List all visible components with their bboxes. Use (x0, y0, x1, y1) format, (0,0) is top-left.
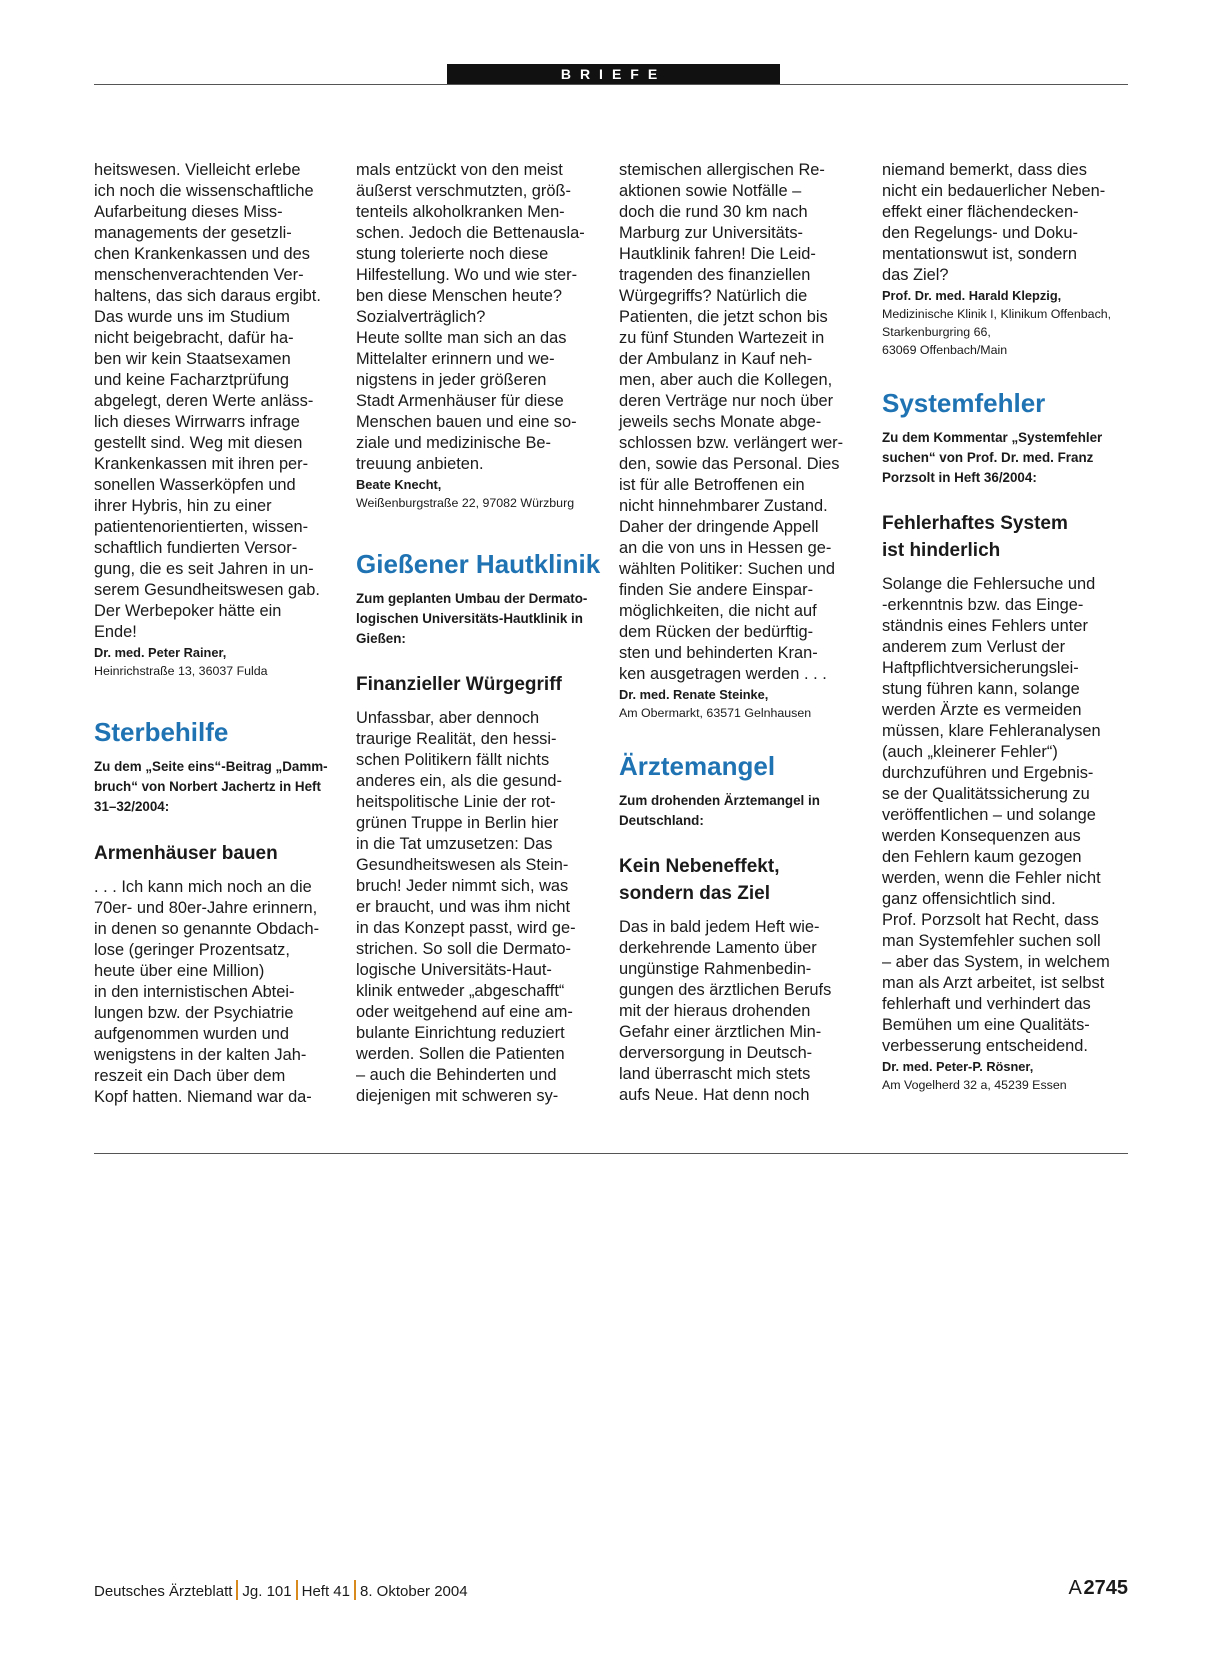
section-intro: Zu dem Kommentar „Systemfehler suchen“ von Prof. Dr. med. Franz Porzsolt in Heft 36/2004: (882, 430, 1103, 485)
letter-continuation-text: niemand bemerkt, dass dies nicht ein bedauerlicher Neben- effekt einer flächendecken- den Regelungs- und Doku- mentationswut ist, sondern das Ziel? (882, 161, 1106, 284)
footer-separator (236, 1580, 238, 1600)
letter-continuation-text: heitswesen. Vielleicht erlebe ich noch die wissenschaftliche Aufarbeitung dieses Miss- managements der gesetzli- chen Krankenkassen und des menschenverachtenden Ver- haltens, das sich daraus ergibt. Das wurde uns im Studium nicht beigebracht, dafür ha- ben wir kein Staatsexamen und keine Facharztprüfung abgelegt, deren Werte anläss- lich dieses Wirrwarrs infrage gestellt sind. Weg mit diesen Krankenkassen mit ihren per- sonellen Wasserköpfen und ihrer Hybris, hin zu einer patientenorientierten, wissen- schaftlich fundierten Versor- gung, die es seit Jahren in un- serem Gesundheitswesen gab. Der Werbepoker hätte ein Ende! (94, 161, 321, 641)
column-4 (882, 160, 1134, 1094)
letter-address: Am Vogelherd 32 a, 45239 Essen (882, 1078, 1067, 1092)
section-title-sterbehilfe: Sterbehilfe (94, 717, 229, 747)
section-title-systemfehler: Systemfehler (882, 388, 1046, 418)
letter-address: Medizinische Klinik I, Klinikum Offenbach, Starkenburgring 66, 63069 Offenbach/Main (882, 307, 1112, 357)
page-prefix: A (1068, 1577, 1082, 1599)
section-intro: Zu dem „Seite eins“-Beitrag „Damm- bruch“ von Norbert Jachertz in Heft 31–32/2004: (94, 759, 328, 814)
letter-address: Am Obermarkt, 63571 Gelnhausen (619, 706, 812, 720)
letter-body: Unfassbar, aber dennoch traurige Realität, den hessi- schen Politikern fällt nichts anderes ein, als die gesund- heitspolitische Linie der rot- grünen Truppe in Berlin hier in die Tat umzusetzen: Das Gesundheitswesen als Stein- bruch! Jeder nimmt sich, was er braucht, und was ihm nicht in das Konzept passt, wird ge- strichen. So soll die Dermato- logische Universitäts-Haut- klinik entweder „abgeschafft“ oder weitgehend auf eine am- bulante Einrichtung reduziert werden. Sollen die Patienten – auch die Behinderten und diejenigen mit schweren sy- (356, 709, 576, 1105)
letter-author: Dr. med. Peter Rainer, (94, 645, 227, 660)
header-rule (94, 84, 1128, 85)
bottom-rule (94, 1153, 1128, 1154)
column-3 (619, 160, 871, 1106)
letter-headline: Fehlerhaftes System ist hinderlich (882, 513, 1068, 561)
letter-continuation-text: mals entzückt von den meist äußerst verschmutzten, größ- tenteils alkoholkranken Men- schen. Jedoch die Bettenausla- stung tolerierte noch diese Hilfestellung. Wo und wie ster- ben diese Menschen heute? Sozialverträglich? Heute sollte man sich an das Mittelalter erinnern und we- nigstens in jeder größeren Stadt Armenhäuser für diese Menschen bauen und eine so- ziale und medizinische Be- treuung anbieten. (356, 161, 585, 473)
journal-name: Deutsches Ärzteblatt (94, 1583, 233, 1600)
footer (94, 1580, 468, 1602)
letter-author: Dr. med. Renate Steinke, (619, 687, 769, 702)
letter-body: Solange die Fehlersuche und -erkenntnis bzw. das Einge- ständnis eines Fehlers unter anderem zum Verlust der Haftpflichtversicherungslei- stung führen kann, solange werden Ärzte es vermeiden müssen, klare Fehleranalysen (auch „kleinerer Fehler“) durchzuführen und Ergebnis- se der Qualitätssicherung zu veröffentlichen – und solange werden Konsequenzen aus den Fehlern kaum gezogen werden, wenn die Fehler nicht ganz offensichtlich sind. Prof. Porzsolt hat Recht, dass man Systemfehler suchen soll – aber das System, in welchem man als Arzt arbeitet, ist selbst fehlerhaft und verhindert das Bemühen um eine Qualitäts- verbesserung entscheidend. (882, 575, 1110, 1055)
section-title-giessener-hautklinik: Gießener Hautklinik (356, 549, 601, 579)
journal-issue: Heft 41 (301, 1583, 350, 1600)
letter-continuation-text: stemischen allergischen Re- aktionen sowie Notfälle – doch die rund 30 km nach Marburg zur Universitäts- Hautklinik fahren! Die Leid- tragenden des finanziellen Würgegriffs? Natürlich die Patienten, die jetzt schon bis zu fünf Stunden Wartezeit in der Ambulanz in Kauf neh- men, aber auch die Kollegen, deren Verträge nur noch über jeweils sechs Monate abge- schlossen bzw. verlängert wer- den, sowie das Personal. Dies ist für alle Betroffenen ein nicht hinnehmbarer Zustand. Daher der dringende Appell an die von uns in Hessen ge- wählten Politiker: Suchen und finden Sie andere Einspar- möglichkeiten, die nicht auf dem Rücken der bedürftig- sten und behinderten Kran- ken ausgetragen werden . . . (619, 161, 844, 683)
section-intro: Zum geplanten Umbau der Dermato- logischen Universitäts-Hautklinik in Gießen: (356, 591, 588, 646)
footer-separator (354, 1580, 356, 1600)
letter-headline: Armenhäuser bauen (94, 843, 278, 864)
column-1 (94, 160, 346, 1108)
letter-body: Das in bald jedem Heft wie- derkehrende Lamento über ungünstige Rahmenbedin- gungen des ärztlichen Berufs mit der hieraus drohenden Gefahr einer ärztlichen Min- derversorgung in Deutsch- land überrascht mich stets aufs Neue. Hat denn noch (619, 918, 832, 1104)
section-header-tab: BRIEFE (447, 64, 780, 84)
letter-body: . . . Ich kann mich noch an die 70er- und 80er-Jahre erinnern, in denen so genannte Obdach- lose (geringer Prozentsatz, heute über eine Million) in den internistischen Abtei- lungen bzw. der Psychiatrie aufgenommen wurden und wenigstens in der kalten Jah- reszeit ein Dach über dem Kopf hatten. Niemand war da- (94, 878, 320, 1106)
journal-volume: Jg. 101 (242, 1583, 292, 1600)
letter-address: Heinrichstraße 13, 36037 Fulda (94, 664, 268, 678)
footer-separator (296, 1580, 298, 1600)
letter-headline: Finanzieller Würgegriff (356, 674, 562, 695)
section-title-aerztemangel: Ärztemangel (619, 751, 776, 781)
letter-address: Weißenburgstraße 22, 97082 Würzburg (356, 496, 575, 510)
letter-author: Beate Knecht, (356, 477, 442, 492)
letter-author: Dr. med. Peter-P. Rösner, (882, 1059, 1034, 1074)
issue-date: 8. Oktober 2004 (360, 1583, 468, 1600)
letter-headline: Kein Nebeneffekt, sondern das Ziel (619, 856, 780, 904)
page-number-value: 2745 (1083, 1577, 1128, 1599)
letter-author: Prof. Dr. med. Harald Klepzig, (882, 288, 1062, 303)
page-number (1068, 1576, 1128, 1600)
column-2 (356, 160, 608, 1107)
section-intro: Zum drohenden Ärztemangel in Deutschland: (619, 793, 820, 828)
